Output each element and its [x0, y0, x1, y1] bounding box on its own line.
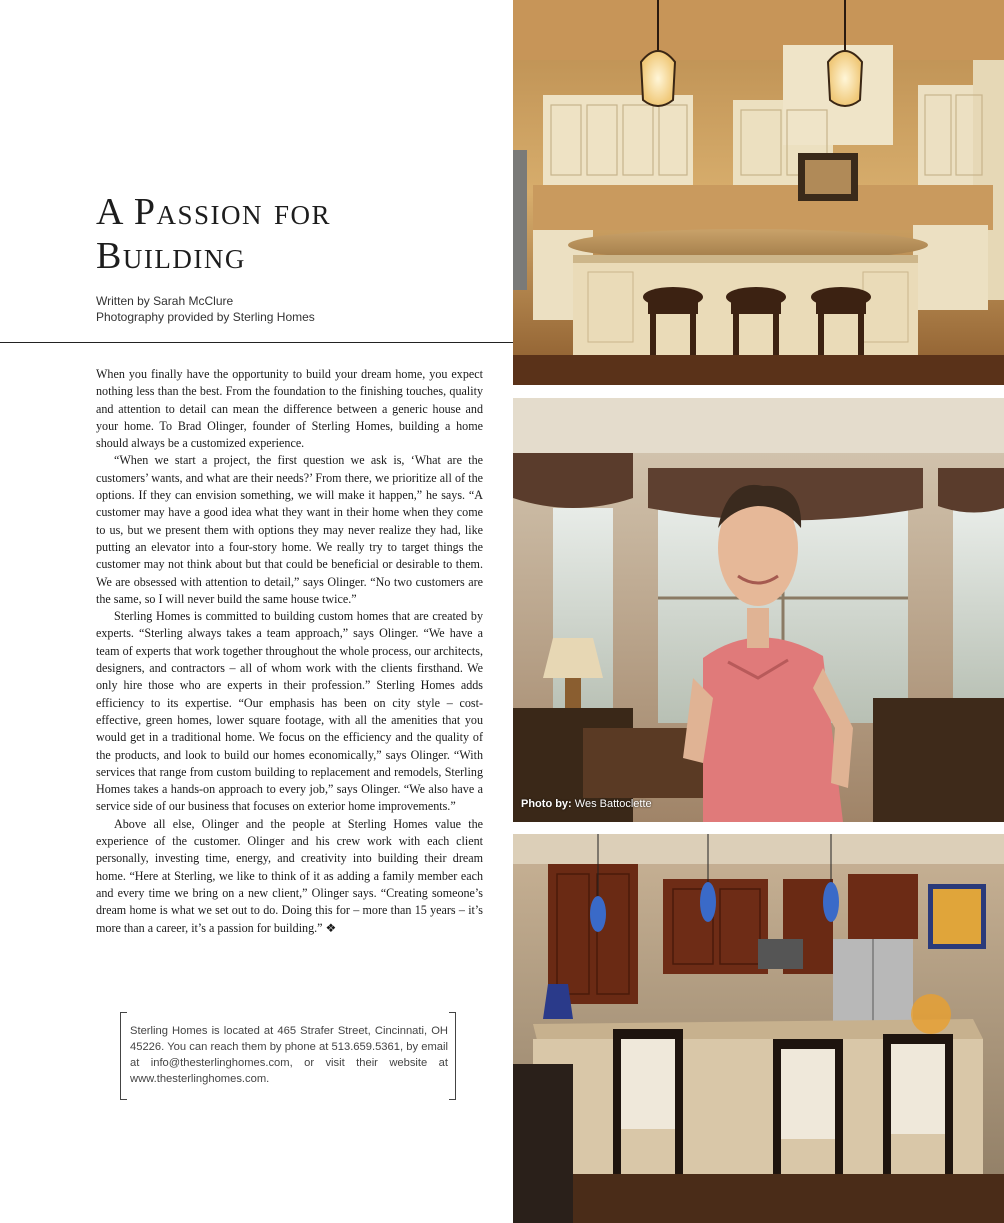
article-title	[96, 190, 496, 278]
article-credits	[96, 293, 315, 325]
article-body	[96, 366, 483, 937]
caption-label: Photo by:	[521, 798, 572, 810]
kitchen-island-photo	[513, 0, 1004, 385]
contact-info-text: Sterling Homes is located at 465 Strafer Street, Cincinnati, OH 45226. You can reach them by phone at 513.659.5361, by email at info@thesterlinghomes.com, or visit their website at www.thesterlinghomes.com.	[130, 1025, 448, 1085]
photography-credit: Photography provided by Sterling Homes	[96, 310, 315, 324]
portrait-photo	[513, 398, 1004, 822]
title-line-2: Building	[96, 235, 246, 277]
body-paragraph-2: “When we start a project, the first question we ask is, ‘What are the customers’ wants, and what are their needs?’ From there, we prioritize all of the options. If they can envision something, we will make it happen,” he says. “A customer may have a good idea what they want in their home when they come to us, but we present them with options they may never realize they had, like putting an elevator into a four-story home. We really try to target things the customer may not think about but that could be beneficial or desirable to them. We are obsessed with attention to detail,” says Olinger. “No two customers are the same, so I will never build the same house twice.”	[96, 453, 483, 606]
body-paragraph-3: Sterling Homes is committed to building custom homes that are created by experts. “Sterling always takes a team approach,” says Olinger. “We have a team of experts that work together throughout the whole process, our architects, designers, and contractors – all of whom work with the clients firsthand. We only hire those who are experts in their profession.” Sterling Homes adds efficiency to its expertise. “Our emphasis has been on city style – cost-effective, green homes, lower square footage, with all the amenities that you would get in a traditional home. We focus on the efficiency and the quality of the products, and look to build our homes economically,” says Olinger. “With services that range from custom building to replacement and remodels, Sterling Homes takes a hands-on approach to every job,” says Olinger. “We also have a service side of our business that focuses on exterior home improvements.”	[96, 609, 483, 814]
contact-info-box	[120, 1012, 456, 1098]
body-paragraph-1: When you finally have the opportunity to build your dream home, you expect nothing less than the best. From the foundation to the finishing touches, quality and attention to detail can mean the difference between a generic house and your home. To Brad Olinger, founder of Sterling Homes, building a home should always be a customized experience.	[96, 367, 483, 451]
left-bracket	[120, 1012, 127, 1100]
title-line-1: A Passion for	[96, 191, 332, 233]
cherry-kitchen-photo	[513, 834, 1004, 1223]
body-paragraph-4: Above all else, Olinger and the people at Sterling Homes value the experience of the customer. Olinger and his crew work with each client personally, investing time, energy, and creativity into building their dream home. “Here at Sterling, we like to think of it as adding a family member each and every time we bring on a new client,” Olinger says. “Creating someone’s dream home is what we set out to do. Doing this for – more than 15 years – it’s more than a career, it’s a passion for building.” ❖	[96, 816, 483, 935]
caption-name: Wes Battoclette	[574, 798, 652, 810]
right-bracket	[449, 1012, 456, 1100]
byline: Written by Sarah McClure	[96, 294, 234, 308]
title-divider	[0, 342, 513, 343]
photo-caption	[521, 798, 652, 810]
